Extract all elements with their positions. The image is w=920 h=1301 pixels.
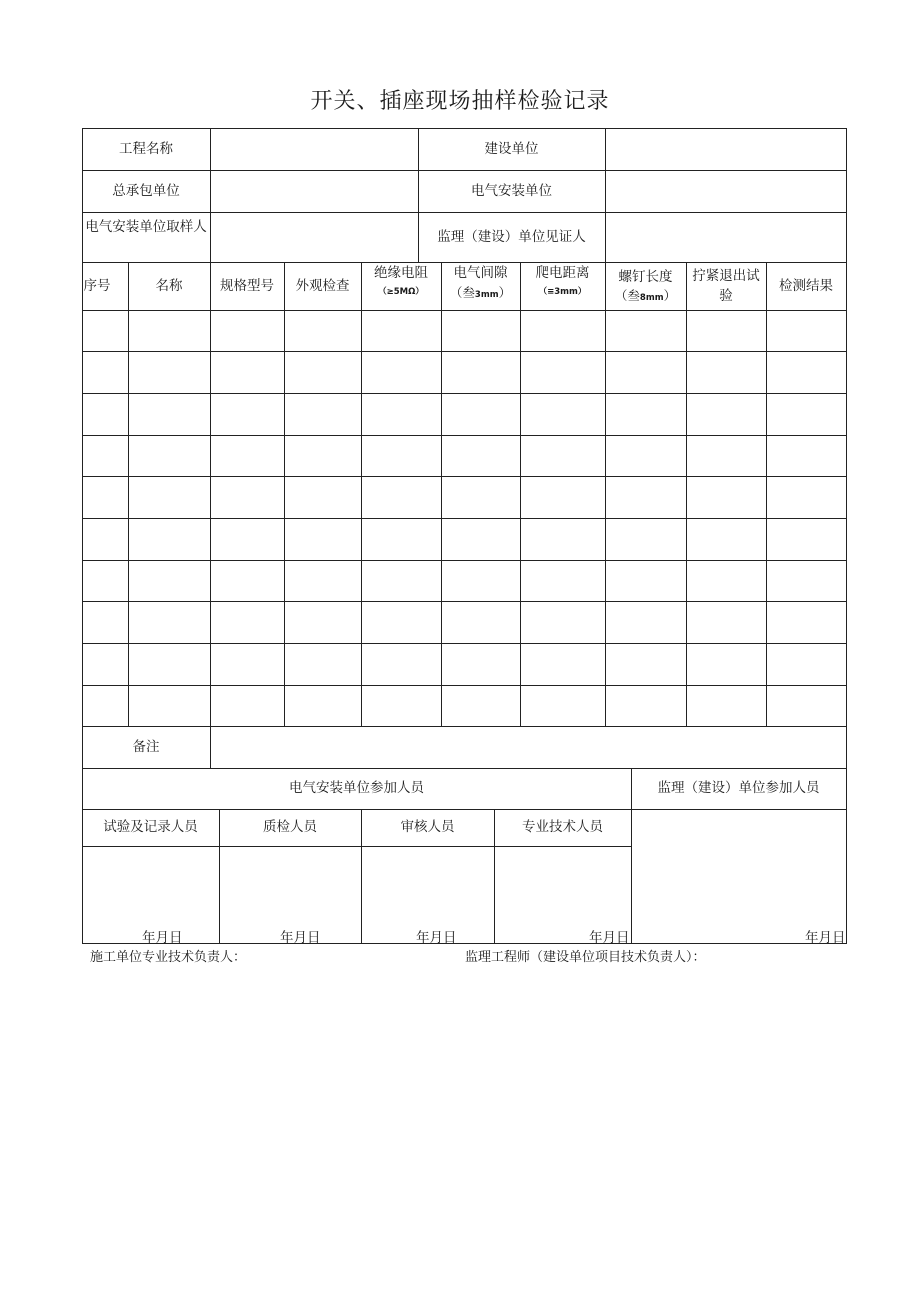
col-header-insulation bbox=[361, 262, 441, 310]
row-divider bbox=[82, 476, 847, 477]
col-header-spec: 规格型号 bbox=[220, 277, 274, 294]
col-header-seq: 序号 bbox=[83, 277, 111, 294]
clearance-post: ） bbox=[498, 285, 512, 301]
tester-date: 年月日 bbox=[142, 930, 183, 946]
col-divider bbox=[361, 262, 362, 726]
builder-field[interactable] bbox=[606, 129, 846, 170]
col-header-torque bbox=[686, 262, 766, 310]
row-divider bbox=[82, 435, 847, 436]
screw-pre: （叁 bbox=[614, 287, 640, 303]
clearance-label: 电气间隙 bbox=[453, 265, 508, 281]
row-divider bbox=[82, 560, 847, 561]
row-divider bbox=[82, 685, 847, 686]
col-divider bbox=[441, 262, 442, 726]
quality-signature-field[interactable] bbox=[220, 847, 361, 925]
witness-label: 监理（建设）单位见证人 bbox=[437, 228, 586, 245]
col-header-name: 名称 bbox=[155, 277, 183, 294]
clearance-unit: 3mm bbox=[474, 290, 499, 301]
col-divider bbox=[766, 262, 767, 726]
general-contractor-field[interactable] bbox=[211, 171, 418, 212]
screw-post: ） bbox=[663, 287, 677, 303]
creepage-label: 爬电距离 bbox=[535, 265, 590, 281]
row-divider bbox=[82, 601, 847, 602]
tester-signature-field[interactable] bbox=[83, 847, 219, 925]
quality-label: 质检人员 bbox=[263, 819, 317, 836]
col-divider bbox=[128, 262, 129, 726]
technician-signature-field[interactable] bbox=[495, 847, 631, 925]
technician-date: 年月日 bbox=[589, 930, 630, 946]
reviewer-date: 年月日 bbox=[416, 930, 457, 946]
frame-bottom bbox=[82, 943, 847, 944]
screw-unit: 8mm bbox=[639, 292, 664, 303]
row-divider bbox=[82, 351, 847, 352]
screw-label: 螺钉长度 bbox=[618, 268, 673, 285]
col-divider bbox=[686, 262, 687, 726]
supervision-date: 年月日 bbox=[805, 930, 846, 946]
quality-date: 年月日 bbox=[280, 930, 321, 946]
project-name-label: 工程名称 bbox=[119, 140, 173, 157]
row-divider bbox=[82, 310, 847, 311]
creepage-requirement: （≡3mm） bbox=[538, 287, 587, 298]
torque-label-line2: 验 bbox=[719, 288, 733, 304]
insulation-label: 绝缘电阻 bbox=[374, 265, 428, 281]
col-header-clearance bbox=[441, 262, 520, 310]
row-divider bbox=[82, 393, 847, 394]
technician-label: 专业技术人员 bbox=[522, 819, 603, 836]
col-divider bbox=[284, 262, 285, 726]
remarks-field[interactable] bbox=[211, 727, 846, 768]
remarks-label: 备注 bbox=[132, 738, 160, 755]
reviewer-signature-field[interactable] bbox=[362, 847, 494, 925]
witness-field[interactable] bbox=[606, 213, 846, 262]
col-divider bbox=[605, 262, 606, 726]
insulation-requirement: （≥5MΩ） bbox=[378, 287, 424, 298]
electrical-unit-participants: 电气安装单位参加人员 bbox=[289, 780, 424, 797]
col-header-result: 检测结果 bbox=[779, 277, 833, 294]
page-title: 开关、插座现场抽样检验记录 bbox=[310, 89, 610, 114]
construction-tech-lead-label: 施工单位专业技术负责人： bbox=[90, 950, 247, 965]
torque-label-line1: 拧紧退出试 bbox=[692, 267, 760, 284]
sampler-field[interactable] bbox=[211, 213, 418, 262]
reviewer-label: 审核人员 bbox=[400, 819, 455, 836]
electrical-installer-label: 电气安装单位 bbox=[471, 182, 552, 199]
electrical-installer-field[interactable] bbox=[606, 171, 846, 212]
project-name-field[interactable] bbox=[211, 129, 418, 170]
supervision-signature-field[interactable] bbox=[632, 810, 846, 925]
col-header-appearance: 外观检查 bbox=[295, 277, 350, 294]
sampler-label: 电气安装单位取样人 bbox=[85, 218, 207, 235]
row-divider bbox=[82, 643, 847, 644]
builder-label: 建设单位 bbox=[484, 140, 539, 157]
row-divider bbox=[82, 518, 847, 519]
general-contractor-label: 总承包单位 bbox=[112, 182, 180, 199]
supervising-engineer-label: 监理工程师（建设单位项目技术负责人）： bbox=[465, 950, 706, 965]
clearance-pre: （叁 bbox=[449, 285, 475, 301]
col-divider bbox=[520, 262, 521, 726]
col-header-screw bbox=[605, 262, 686, 310]
col-header-creepage bbox=[520, 262, 605, 310]
frame-right bbox=[846, 128, 847, 944]
tester-label: 试验及记录人员 bbox=[103, 819, 198, 836]
supervision-unit-participants: 监理（建设）单位参加人员 bbox=[657, 780, 820, 797]
col-divider bbox=[210, 262, 211, 768]
